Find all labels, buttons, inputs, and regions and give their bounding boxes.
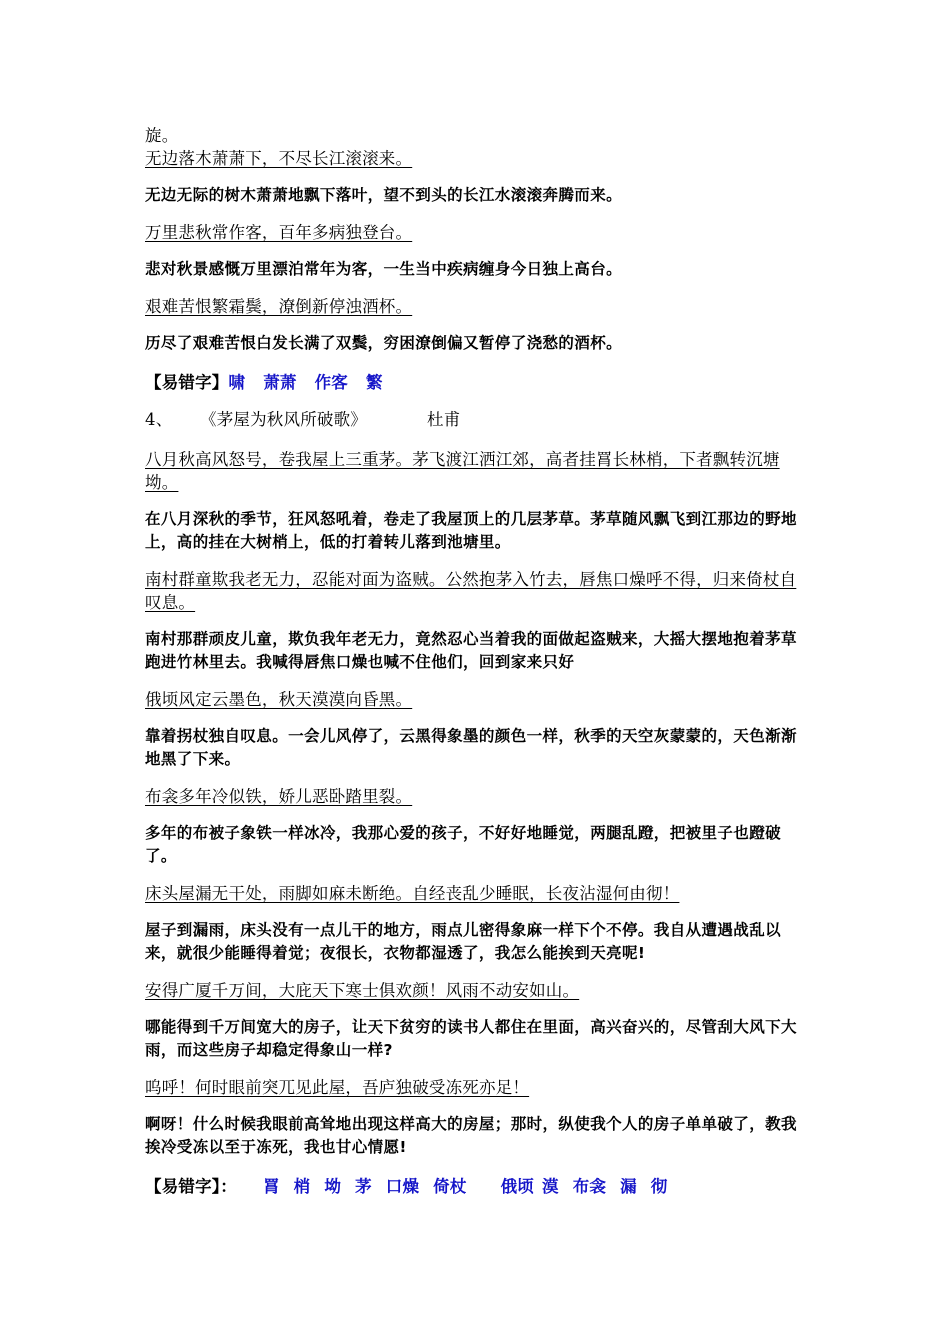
typo-word: 漠: [541, 1177, 559, 1196]
page-body: [145, 124, 810, 1198]
typo-word: 坳: [324, 1177, 342, 1196]
poem-title-row: [145, 408, 810, 431]
typo-word: 布衾: [572, 1177, 607, 1196]
translation-line: 屋子到漏雨，床头没有一点儿干的地方，雨点儿密得象麻一样下个不停。我自从遭遇战乱以来，就很少能睡得着觉；夜很长，衣物都湿透了，我怎么能挨到天亮呢!: [145, 921, 782, 962]
continuation-text: 旋。: [145, 126, 179, 145]
typo-label: 【易错字】: [145, 373, 229, 392]
dengao-section: [145, 147, 810, 394]
translation-line: 靠着拐杖独自叹息。一会儿风停了，云黑得象墨的颜色一样，秋季的天空灰蒙蒙的，天色渐渐地黑了下来。: [145, 727, 797, 768]
poem-author: 杜甫: [427, 410, 461, 429]
poem-line: 呜呼！何时眼前突兀见此屋，吾庐独破受冻死亦足！: [145, 1078, 530, 1097]
poem-line: 安得广厦千万间，大庇天下寒士俱欢颜！风雨不动安如山。: [145, 981, 580, 1000]
translation-line: 哪能得到千万间宽大的房子，让天下贫穷的读书人都住在里面，高兴奋兴的，尽管刮大风下大雨，而这些房子却稳定得象山一样?: [145, 1018, 797, 1059]
translation-line: 悲对秋景感慨万里漂泊常年为客，一生当中疾病缠身今日独上高台。: [145, 260, 623, 278]
poem-title: 《茅屋为秋风所破歌》: [200, 410, 367, 429]
typo-word: 倚杖: [433, 1177, 467, 1196]
typo-word: 彻: [650, 1177, 668, 1196]
typo-word: 俄顷: [500, 1177, 534, 1196]
translation-line: 无边无际的树木萧萧地飘下落叶，望不到头的长江水滚滚奔腾而来。: [145, 186, 623, 204]
maowu-section: [145, 408, 810, 1198]
typo-word: 萧萧: [263, 373, 297, 392]
poem-line: 床头屋漏无干处，雨脚如麻未断绝。自经丧乱少睡眠，长夜沾湿何由彻！: [145, 884, 680, 903]
translation-line: 多年的布被子象铁一样冰冷，我那心爱的孩子，不好好地睡觉，两腿乱蹬，把被里子也蹬破了。: [145, 824, 782, 865]
typo-word: 漏: [620, 1177, 637, 1196]
poem-line: 八月秋高风怒号，卷我屋上三重茅。茅飞渡江洒江郊，高者挂罥长林梢，下者飘转沉塘坳。: [145, 450, 780, 492]
typo-word: 繁: [366, 373, 383, 392]
poem-line: 万里悲秋常作客，百年多病独登台。: [145, 223, 413, 242]
poem-line: 南村群童欺我老无力，忍能对面为盗贼。公然抱茅入竹去，唇焦口燥呼不得，归来倚杖自叹息。: [145, 570, 797, 612]
typo-label: 【易错字】：: [145, 1177, 237, 1196]
section-number: 4、: [145, 410, 173, 429]
poem-line: 布衾多年冷似铁，娇儿恶卧踏里裂。: [145, 787, 413, 806]
typo-word: 啸: [228, 373, 246, 392]
translation-line: 历尽了艰难苦恨白发长满了双鬓，穷困潦倒偏又暂停了浇愁的酒杯。: [145, 334, 623, 352]
typo-list: [145, 1175, 810, 1198]
typo-word: 茅: [355, 1177, 372, 1196]
translation-line: 南村那群顽皮儿童，欺负我年老无力，竟然忍心当着我的面做起盗贼来，大摇大摆地抱着茅草跑进竹林里去。我喊得唇焦口燥也喊不住他们，回到家来只好: [145, 630, 797, 671]
poem-line: 艰难苦恨繁霜鬓，潦倒新停浊酒杯。: [145, 297, 413, 316]
translation-line: 啊呀！什么时候我眼前高耸地出现这样高大的房屋；那时，纵使我个人的房子单单破了，教我挨冷受冻以至于冻死，我也甘心情愿!: [145, 1115, 797, 1156]
poem-line: 无边落木萧萧下，不尽长江滚滚来。: [145, 149, 413, 168]
typo-word: 罥: [262, 1177, 280, 1196]
typo-word: 梢: [293, 1177, 311, 1196]
typo-list: [145, 371, 810, 394]
typo-word: 作客: [314, 373, 349, 392]
poem-line: 俄顷风定云墨色，秋天漠漠向昏黑。: [145, 690, 413, 709]
translation-line: 在八月深秋的季节，狂风怒吼着，卷走了我屋顶上的几层茅草。茅草随风飘飞到江那边的野地上，高的挂在大树梢上，低的打着转儿落到池塘里。: [145, 510, 797, 551]
typo-word: 口燥: [385, 1177, 420, 1196]
